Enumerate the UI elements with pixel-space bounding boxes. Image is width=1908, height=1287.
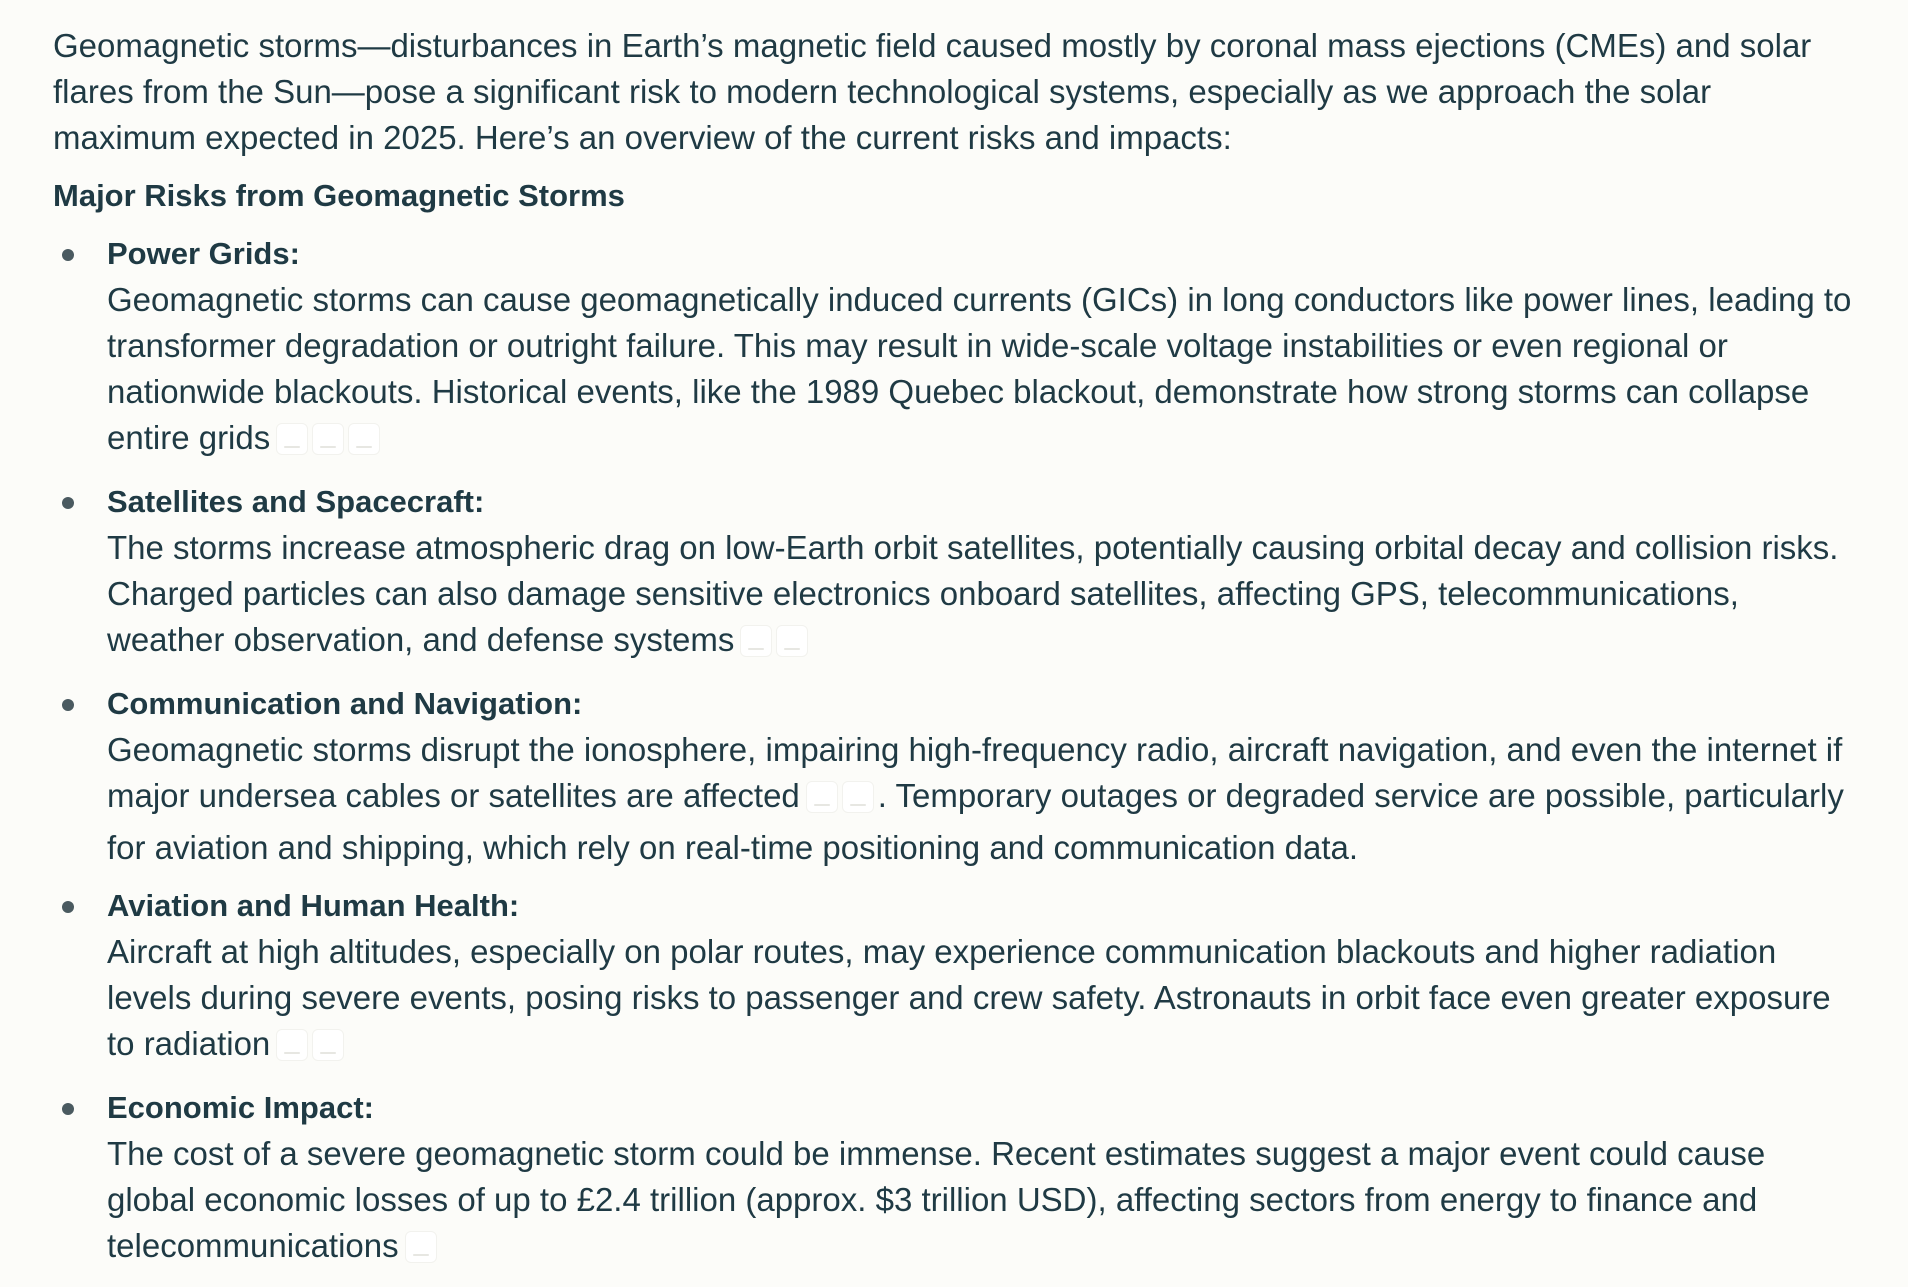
- section-heading: Major Risks from Geomagnetic Storms: [53, 178, 625, 213]
- bullet-icon: [62, 901, 74, 913]
- list-item-power-grids: [53, 231, 1853, 467]
- risk-body-text: Geomagnetic storms can cause geomagnetically induced currents (GICs) in long conductors like power lines, leading to transformer degradation or outright failure. This may result in wide-scale voltage instabilities or even regional or nationwide blackouts. Historical events, like the 1989 Quebec blackout, demonstrate how strong storms can collapse entire grids: [107, 281, 1852, 456]
- bullet-icon: [62, 497, 74, 509]
- list-item-economic: [53, 1085, 1853, 1275]
- risk-body: [107, 525, 1853, 669]
- risk-title: Power Grids:: [107, 236, 300, 271]
- risk-title: Aviation and Human Health:: [107, 888, 520, 923]
- citation-group: [740, 623, 812, 669]
- risk-body-text: . Temporary outages or degraded service are possible, particularly for aviation and shipping, which rely on real-time positioning and communication data.: [107, 777, 1844, 866]
- risk-body: [107, 1131, 1853, 1275]
- risk-body-text: Geomagnetic storms disrupt the ionosphere, impairing high-frequency radio, aircraft navigation, and even the internet if major undersea cables or satellites are affected: [107, 731, 1843, 814]
- risk-title: Communication and Navigation:: [107, 686, 583, 721]
- citation-group: [276, 1027, 348, 1073]
- risk-title: Satellites and Spacecraft:: [107, 484, 485, 519]
- citation-group: [806, 779, 878, 825]
- citation-chip[interactable]: [312, 423, 344, 455]
- risk-body-text: Aircraft at high altitudes, especially on polar routes, may experience communication blackouts and higher radiation levels during severe events, posing risks to passenger and crew safety. Astronauts in orbit face even greater exposure to radiation: [107, 933, 1831, 1062]
- citation-group: [405, 1229, 441, 1275]
- risk-body-text: The storms increase atmospheric drag on low-Earth orbit satellites, potentially causing orbital decay and collision risks. Charged particles can also damage sensitive electronics onboard satellites, affecting GPS, telecommunications, weather observation, and defense systems: [107, 529, 1839, 658]
- list-item-communication: [53, 681, 1853, 871]
- list-item-satellites: [53, 479, 1853, 669]
- citation-chip[interactable]: [740, 625, 772, 657]
- citation-chip[interactable]: [348, 423, 380, 455]
- citation-chip[interactable]: [405, 1231, 437, 1263]
- citation-chip[interactable]: [842, 781, 874, 813]
- citation-chip[interactable]: [806, 781, 838, 813]
- citation-chip[interactable]: [276, 1029, 308, 1061]
- risk-body-text: The cost of a severe geomagnetic storm could be immense. Recent estimates suggest a major event could cause global economic losses of up to £2.4 trillion (approx. $3 trillion USD), affecting sectors from energy to finance and telecommunications: [107, 1135, 1766, 1264]
- list-item-aviation: [53, 883, 1853, 1073]
- citation-chip[interactable]: [276, 423, 308, 455]
- bullet-icon: [62, 1103, 74, 1115]
- citation-group: [276, 421, 384, 467]
- risk-body: [107, 727, 1853, 871]
- citation-chip[interactable]: [312, 1029, 344, 1061]
- risk-body: [107, 929, 1853, 1073]
- risk-body: [107, 277, 1853, 467]
- citation-chip[interactable]: [776, 625, 808, 657]
- answer-content: [53, 23, 1853, 1287]
- bullet-icon: [62, 249, 74, 261]
- bullet-icon: [62, 699, 74, 711]
- risk-list: [53, 231, 1853, 1275]
- risk-title: Economic Impact:: [107, 1090, 374, 1125]
- intro-paragraph: Geomagnetic storms—disturbances in Earth’s magnetic field caused mostly by coronal mass ejections (CMEs) and solar flares from the Sun—pose a significant risk to modern technological systems, especially as we approach the solar maximum expected in 2025. Here’s an overview of the current risks and impacts:: [53, 27, 1812, 156]
